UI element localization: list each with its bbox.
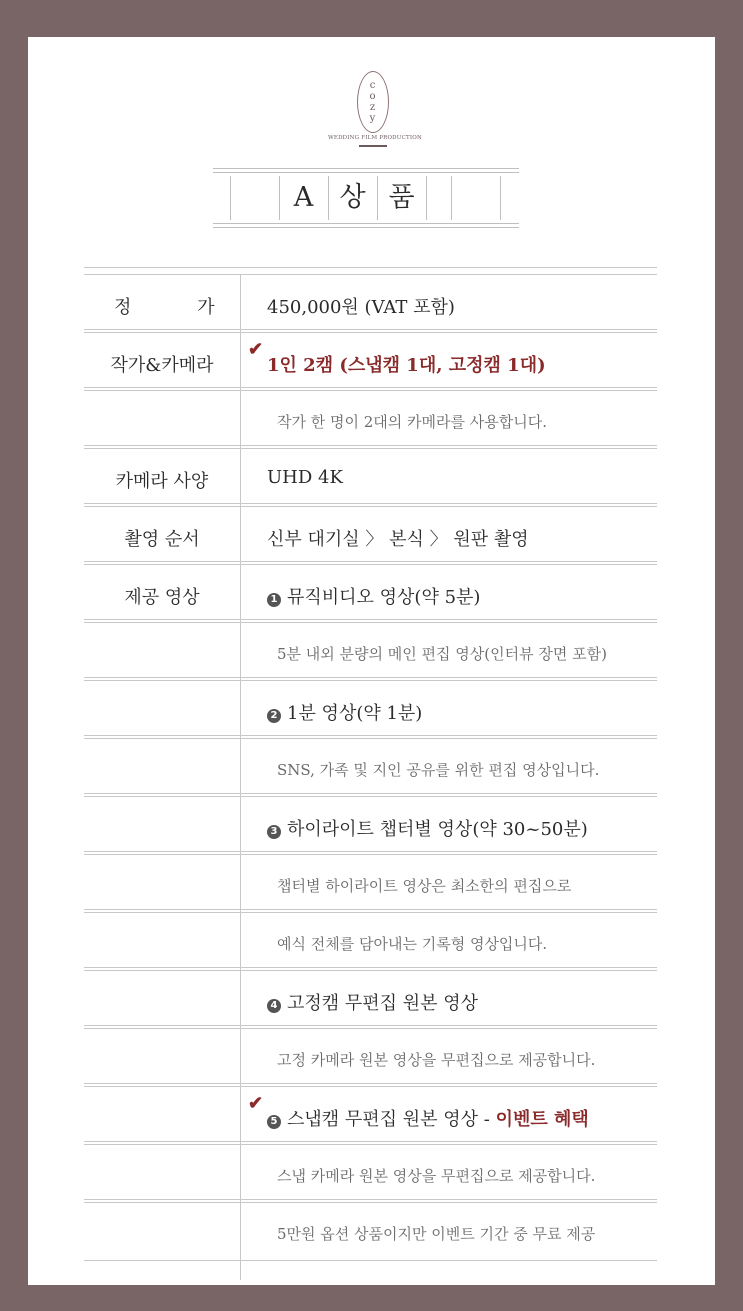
divider xyxy=(230,176,231,220)
logo-letter: y xyxy=(369,113,377,124)
video-item-text: 스냅캠 무편집 원본 영상 - xyxy=(287,1109,496,1130)
camera-value: UHD 4K xyxy=(267,467,343,488)
number-badge: 3 xyxy=(267,825,281,839)
logo-underline xyxy=(359,145,387,147)
table-row xyxy=(84,855,657,913)
logo-emblem xyxy=(357,71,389,133)
video-item-description: 예식 전체를 담아내는 기록형 영상입니다. xyxy=(277,935,548,953)
row-label: 정 가 xyxy=(114,297,245,318)
video-item-description: 챕터별 하이라이트 영상은 최소한의 편집으로 xyxy=(277,877,572,895)
divider xyxy=(84,1025,657,1026)
table-row xyxy=(84,275,657,333)
table-row xyxy=(84,1029,657,1087)
crew-description: 작가 한 명이 2대의 카메라를 사용합니다. xyxy=(277,413,547,431)
table-row xyxy=(84,913,657,971)
divider xyxy=(213,172,519,173)
row-label: 작가&카메라 xyxy=(110,355,214,376)
table-row xyxy=(84,333,657,391)
product-title xyxy=(213,168,519,228)
video-item-description: 스냅 카메라 원본 영상을 무편집으로 제공합니다. xyxy=(277,1167,596,1185)
divider xyxy=(84,967,657,968)
divider xyxy=(213,223,519,224)
brand-logo xyxy=(328,71,423,147)
table-row xyxy=(84,971,657,1029)
divider xyxy=(84,387,657,388)
divider xyxy=(84,851,657,852)
video-item-title xyxy=(267,989,478,1015)
crew-value: 1인 2캠 (스냅캠 1대, 고정캠 1대) xyxy=(267,355,546,376)
price-value: 450,000원 (VAT 포함) xyxy=(267,297,455,318)
table-row xyxy=(84,739,657,797)
divider xyxy=(84,1141,657,1142)
divider xyxy=(426,176,427,220)
divider xyxy=(84,503,657,504)
table-row xyxy=(84,565,657,623)
video-item-title xyxy=(267,815,588,841)
divider xyxy=(84,735,657,736)
price-card xyxy=(28,37,715,1285)
number-badge: 1 xyxy=(267,593,281,607)
divider xyxy=(84,677,657,678)
table-row xyxy=(84,1203,657,1261)
divider xyxy=(213,168,519,169)
video-item-text: 하이라이트 챕터별 영상(약 30~50분) xyxy=(287,819,588,840)
divider xyxy=(500,176,501,220)
check-icon: ✔ xyxy=(248,339,264,360)
number-badge: 4 xyxy=(267,999,281,1013)
title-char: A xyxy=(293,182,314,213)
divider xyxy=(84,445,657,446)
number-badge: 2 xyxy=(267,709,281,723)
divider xyxy=(84,1199,657,1200)
video-item-description: 5만원 옵션 상품이지만 이벤트 기간 중 무료 제공 xyxy=(277,1225,596,1243)
table-row xyxy=(84,1145,657,1203)
divider xyxy=(84,619,657,620)
order-value: 신부 대기실 〉 본식 〉 원판 촬영 xyxy=(267,529,529,550)
divider xyxy=(213,227,519,228)
logo-letter: z xyxy=(369,102,377,113)
event-highlight: 이벤트 혜택 xyxy=(495,1109,589,1130)
video-item-description: 고정 카메라 원본 영상을 무편집으로 제공합니다. xyxy=(277,1051,596,1069)
logo-letter: c xyxy=(369,80,377,91)
video-item-title xyxy=(267,1105,589,1131)
video-item-text: 1분 영상(약 1분) xyxy=(287,703,423,724)
logo-letter: o xyxy=(369,91,377,102)
video-item-text: 뮤직비디오 영상(약 5분) xyxy=(287,587,481,608)
logo-subtitle: WEDDING FILM PRODUCTION xyxy=(328,135,423,141)
row-label: 제공 영상 xyxy=(124,587,200,608)
video-item-title xyxy=(267,699,422,725)
table-row xyxy=(84,623,657,681)
table-row xyxy=(84,797,657,855)
divider xyxy=(84,793,657,794)
table-row xyxy=(84,449,657,507)
table-row xyxy=(84,681,657,739)
divider xyxy=(84,1260,657,1261)
divider xyxy=(84,909,657,910)
divider xyxy=(84,561,657,562)
video-item-text: 고정캠 무편집 원본 영상 xyxy=(287,993,479,1014)
check-icon: ✔ xyxy=(248,1093,264,1114)
table-row xyxy=(84,391,657,449)
video-item-description: SNS, 가족 및 지인 공유를 위한 편집 영상입니다. xyxy=(277,761,600,779)
table-row xyxy=(84,1087,657,1145)
divider xyxy=(84,329,657,330)
divider xyxy=(451,176,452,220)
title-char: 상 xyxy=(339,182,366,213)
divider xyxy=(84,1083,657,1084)
title-char: 품 xyxy=(388,182,415,213)
divider xyxy=(84,267,657,268)
number-badge: 5 xyxy=(267,1115,281,1129)
row-label: 촬영 순서 xyxy=(124,529,200,550)
video-item-description: 5분 내외 분량의 메인 편집 영상(인터뷰 장면 포함) xyxy=(277,645,607,663)
video-item-title xyxy=(267,583,480,609)
table-row xyxy=(84,507,657,565)
row-label: 카메라 사양 xyxy=(115,471,209,492)
